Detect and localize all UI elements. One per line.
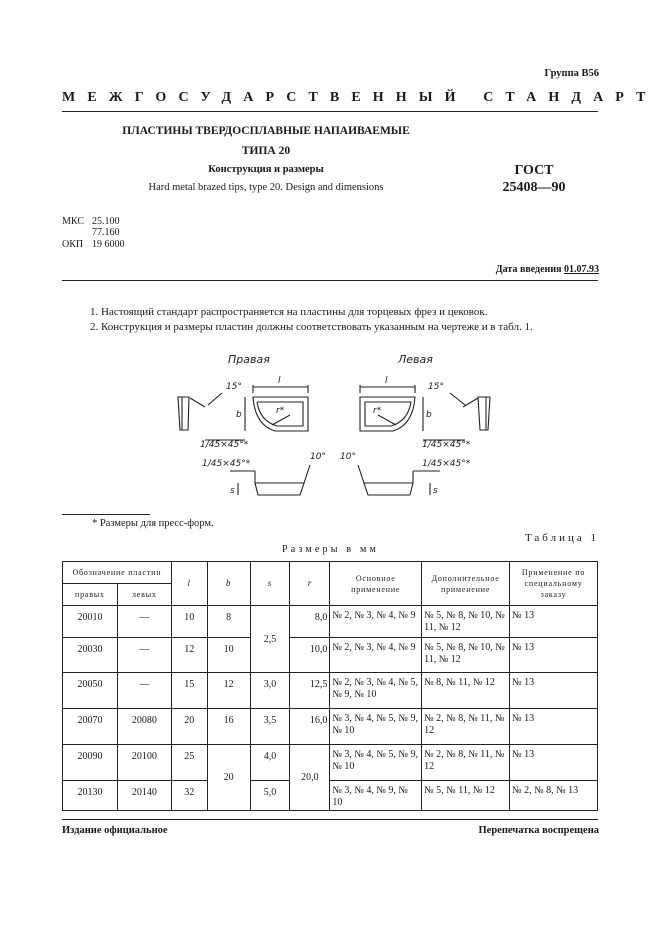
dim-l-right: l <box>278 376 281 386</box>
table-row <box>63 745 598 781</box>
chamfer-right-top: 1/45×45°* <box>200 440 249 450</box>
doc-subtitle: Конструкция и размеры <box>208 164 324 175</box>
footer-official-edition: Издание официальное <box>62 825 168 836</box>
intro-date <box>496 264 599 275</box>
cell-b: 10 <box>207 638 250 673</box>
header-r: r <box>290 562 330 606</box>
intro-date-label: Дата введения <box>495 264 562 275</box>
cell-r: 8,0 <box>290 606 330 638</box>
right-tip-side-view <box>178 397 189 430</box>
cell-main-use: № 3, № 4, № 5, № 9, № 10 <box>330 709 422 745</box>
footnote: * Размеры для пресс-форм. <box>92 518 214 529</box>
header-special-use: Применение по специальному заказу <box>510 562 598 606</box>
cell-main-use: № 2, № 3, № 4, № 9 <box>330 606 422 638</box>
cell-b: 8 <box>207 606 250 638</box>
header-designation: Обозначение пластин <box>63 562 172 584</box>
gost-number: 25408—90 <box>502 180 566 195</box>
standard-banner: МЕЖГОСУДАРСТВЕННЫЙ СТАНДАРТ <box>62 90 658 105</box>
doc-title-line2: ТИПА 20 <box>241 145 291 157</box>
table-caption: Таблица 1 <box>524 532 599 544</box>
cell-left: 20080 <box>117 709 171 745</box>
footnote-rule <box>62 514 150 515</box>
okp-value: 19 6000 <box>92 238 125 250</box>
dim-s-left: s <box>433 486 438 496</box>
cell-r: 16,0 <box>290 709 330 745</box>
cell-main-use: № 2, № 3, № 4, № 5, № 9, № 10 <box>330 673 422 709</box>
cell-s: 3,5 <box>250 709 290 745</box>
intro-date-value: 01.07.93 <box>564 264 599 275</box>
cell-extra-use: № 5, № 8, № 10, № 11, № 12 <box>422 638 510 673</box>
cell-right: 20050 <box>63 673 118 709</box>
cell-special-use: № 13 <box>510 606 598 638</box>
cell-extra-use: № 8, № 11, № 12 <box>422 673 510 709</box>
top-rule <box>62 111 598 112</box>
cell-s: 5,0 <box>250 781 290 811</box>
gost-number-block <box>470 162 598 196</box>
left-tip-edge-view <box>358 465 440 495</box>
table-row <box>63 673 598 709</box>
cell-l: 12 <box>171 638 207 673</box>
cell-left: 20100 <box>117 745 171 781</box>
cell-right: 20070 <box>63 709 118 745</box>
cell-main-use: № 3, № 4, № 9, № 10 <box>330 781 422 811</box>
table-row <box>63 606 598 638</box>
cell-special-use: № 13 <box>510 745 598 781</box>
classification-codes <box>62 216 125 250</box>
footer-reprint-prohibited: Перепечатка воспрещена <box>478 825 599 836</box>
chamfer-left-top: 1/45×45°* <box>422 440 471 450</box>
cell-l: 20 <box>171 709 207 745</box>
header-left: левых <box>117 584 171 606</box>
dim-b-left: b <box>426 410 432 420</box>
cell-l: 10 <box>171 606 207 638</box>
cell-extra-use: № 2, № 8, № 11, № 12 <box>422 709 510 745</box>
cell-b: 20 <box>207 745 250 811</box>
left-tip-plan-view <box>360 385 423 431</box>
left-tip-side-view <box>478 397 490 430</box>
cell-l: 25 <box>171 745 207 781</box>
doc-english-title: Hard metal brazed tips, type 20. Design and dimensions <box>148 182 384 193</box>
cell-special-use: № 13 <box>510 673 598 709</box>
label-right: Правая <box>228 353 270 366</box>
doc-title-line1: ПЛАСТИНЫ ТВЕРДОСПЛАВНЫЕ НАПАИВАЕМЫЕ <box>122 125 410 137</box>
angle-10-right: 10° <box>310 452 326 462</box>
paragraph-1 <box>62 305 598 320</box>
bottom-rule <box>62 819 598 820</box>
cell-b: 16 <box>207 709 250 745</box>
header-s: s <box>250 562 290 606</box>
cell-right: 20030 <box>63 638 118 673</box>
cell-l: 15 <box>171 673 207 709</box>
cell-left: — <box>117 673 171 709</box>
cell-right: 20090 <box>63 745 118 781</box>
cell-s: 2,5 <box>250 606 290 673</box>
cell-right: 20010 <box>63 606 118 638</box>
cell-s: 4,0 <box>250 745 290 781</box>
cell-left: — <box>117 606 171 638</box>
cell-extra-use: № 2, № 8, № 11, № 12 <box>422 745 510 781</box>
mks-value-2: 77.160 <box>92 227 120 239</box>
cell-b: 12 <box>207 673 250 709</box>
cell-left: 20140 <box>117 781 171 811</box>
header-main-use: Основное применение <box>330 562 422 606</box>
header-b: b <box>207 562 250 606</box>
cell-l: 32 <box>171 781 207 811</box>
table-units: Размеры в мм <box>281 544 380 555</box>
dim-b-right: b <box>236 410 242 420</box>
cell-left: — <box>117 638 171 673</box>
paragraph-2-text: 2. Конструкция и размеры пластин должны соответствовать указанным на чертеже и в табл. 1. <box>90 321 533 333</box>
dim-r-right: r* <box>276 406 285 416</box>
cell-special-use: № 13 <box>510 638 598 673</box>
okp-label: ОКП <box>62 238 84 250</box>
group-code: Группа В56 <box>544 68 599 79</box>
cell-main-use: № 3, № 4, № 5, № 9, № 10 <box>330 745 422 781</box>
table-row <box>63 709 598 745</box>
header-right: правых <box>63 584 118 606</box>
cell-extra-use: № 5, № 11, № 12 <box>422 781 510 811</box>
dim-s-right: s <box>230 486 235 496</box>
technical-drawing <box>160 345 500 505</box>
mks-value-1: 25.100 <box>92 216 120 227</box>
header-extra-use: Дополнительное применение <box>422 562 510 606</box>
label-left: Левая <box>398 353 433 366</box>
paragraph-2 <box>62 320 598 335</box>
gost-label: ГОСТ <box>514 163 554 178</box>
cell-s: 3,0 <box>250 673 290 709</box>
angle-15-right: 15° <box>226 382 242 392</box>
chamfer-left-bottom: 1/45×45°* <box>422 459 471 469</box>
mks-label: МКС <box>62 216 84 227</box>
cell-special-use: № 13 <box>510 709 598 745</box>
cell-extra-use: № 5, № 8, № 10, № 11, № 12 <box>422 606 510 638</box>
angle-10-left: 10° <box>340 452 356 462</box>
dimensions-table <box>62 561 598 811</box>
chamfer-right-bottom: 1/45×45°* <box>202 459 251 469</box>
cell-special-use: № 2, № 8, № 13 <box>510 781 598 811</box>
table-row <box>63 638 598 673</box>
cell-r: 12,5 <box>290 673 330 709</box>
dim-r-left: r* <box>373 406 382 416</box>
cell-r: 10,0 <box>290 638 330 673</box>
header-l: l <box>171 562 207 606</box>
table-row <box>63 781 598 811</box>
paragraph-1-text: 1. Настоящий стандарт распространяется на пластины для торцевых фрез и цековок. <box>90 306 488 318</box>
right-tip-edge-view <box>230 465 310 495</box>
dim-l-left: l <box>385 376 388 386</box>
angle-15-left: 15° <box>428 382 444 392</box>
cell-r: 20,0 <box>290 745 330 811</box>
cell-right: 20130 <box>63 781 118 811</box>
date-rule <box>62 280 598 281</box>
cell-main-use: № 2, № 3, № 4, № 9 <box>330 638 422 673</box>
